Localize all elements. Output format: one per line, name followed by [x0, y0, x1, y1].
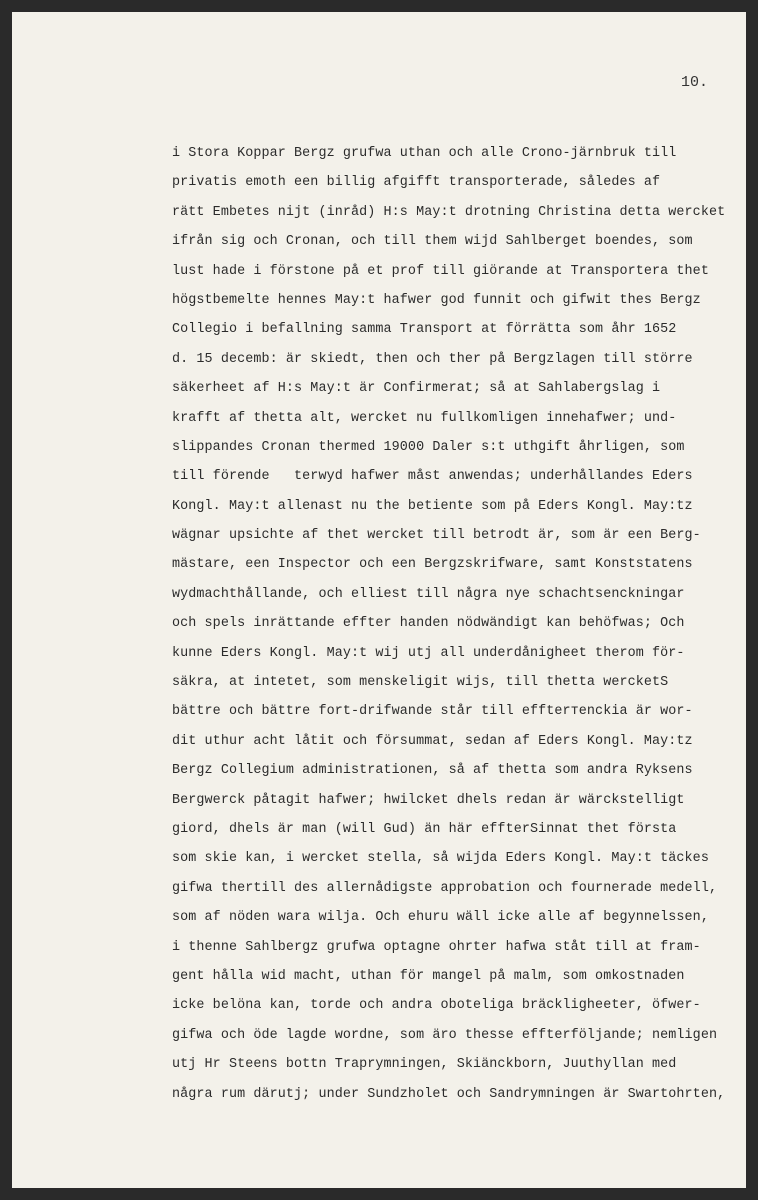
text-line: icke belöna kan, torde och andra oboteliga bräckligheeter, öfwer-: [172, 998, 701, 1014]
document-page: [12, 12, 746, 1188]
page-number: 10.: [680, 74, 708, 91]
typewritten-text-block: [172, 139, 758, 1109]
text-line: rätt Embetes nijt (inråd) H:s May:t drotning Christina detta wercket: [172, 204, 726, 220]
text-line: krafft af thetta alt, wercket nu fullkomligen innehafwer; und-: [172, 410, 677, 426]
text-line: säkra, at intetet, som menskeligit wijs, till thetta wercketS: [172, 675, 669, 691]
text-line: säkerheet af H:s May:t är Confirmerat; så at Sahlabergslag i: [172, 381, 661, 397]
text-line: Collegio i befallning samma Transport at förrätta som åhr 1652: [172, 322, 677, 338]
text-line: wydmachthållande, och elliest till några nye schachtsenckningar: [172, 586, 685, 602]
text-line: bättre och bättre fort-drifwande står till effterтenckia är wor-: [172, 704, 693, 720]
text-line: kunne Eders Kongl. May:t wij utj all underdånigheet therom för-: [172, 645, 685, 661]
text-line: i thenne Sahlbergz grufwa optagne ohrter hafwa ståt till at fram-: [172, 939, 701, 955]
text-line: till förende terwyd hafwer måst anwendas; underhållandes Eders: [172, 469, 693, 485]
text-line: i Stora Koppar Bergz grufwa uthan och alle Crono-järnbruk till: [172, 146, 677, 161]
text-line: slippandes Cronan thermed 19000 Daler s:t uthgift åhrligen, som: [172, 439, 685, 455]
text-line: Bergz Collegium administrationen, så af thetta som andra Ryksens: [172, 763, 693, 779]
text-line: gent hålla wid macht, uthan för mangel på malm, som omkostnaden: [172, 968, 685, 984]
text-line: d. 15 decemb: är skiedt, then och ther på Bergzlagen till större: [172, 351, 693, 367]
text-line: gifwa och öde lagde wordne, som äro thesse effterföljande; nemligen: [172, 1027, 718, 1043]
text-line: högstbemelte hennes May:t hafwer god funnit och gifwit thes Bergz: [172, 292, 701, 308]
text-line: wägnar upsichte af thet wercket till betrodt är, som är een Berg-: [172, 528, 701, 544]
text-line: utj Hr Steens bottn Traprymningen, Skiänckborn, Juuthyllan med: [172, 1057, 677, 1073]
text-line: lust hade i förstone på et prof till giörande at Transportera thet: [172, 263, 709, 279]
text-line: som af nöden wara wilja. Och ehuru wäll icke alle af begynnelssen,: [172, 910, 709, 926]
text-line: som skie kan, i wercket stella, så wijda Eders Kongl. May:t täckes: [172, 851, 709, 867]
text-line: Bergwerck påtagit hafwer; hwilcket dhels redan är wärckstelligt: [172, 792, 685, 808]
text-line: och spels inrättande effter handen nödwändigt kan behöfwas; Och: [172, 616, 685, 632]
text-line: några rum därutj; under Sundzholet och Sandrymningen är Swartohrten,: [172, 1086, 726, 1102]
text-line: gifwa thertill des allernådigste approbation och fournerade medell,: [172, 880, 718, 896]
text-line: dit uthur acht låtit och försummat, sedan af Eders Kongl. May:tz: [172, 733, 693, 749]
text-line: ifrån sig och Cronan, och till them wijd Sahlberget boendes, som: [172, 234, 693, 250]
text-line: privatis emoth een billig afgifft transporterade, således af: [172, 175, 661, 191]
text-line: Kongl. May:t allenast nu the betiente som på Eders Kongl. May:tz: [172, 498, 693, 514]
text-line: giord, dhels är man (will Gud) än här effterSinnat thet första: [172, 821, 677, 837]
text-line: mästare, een Inspector och een Bergzskrifware, samt Konststatens: [172, 557, 693, 573]
